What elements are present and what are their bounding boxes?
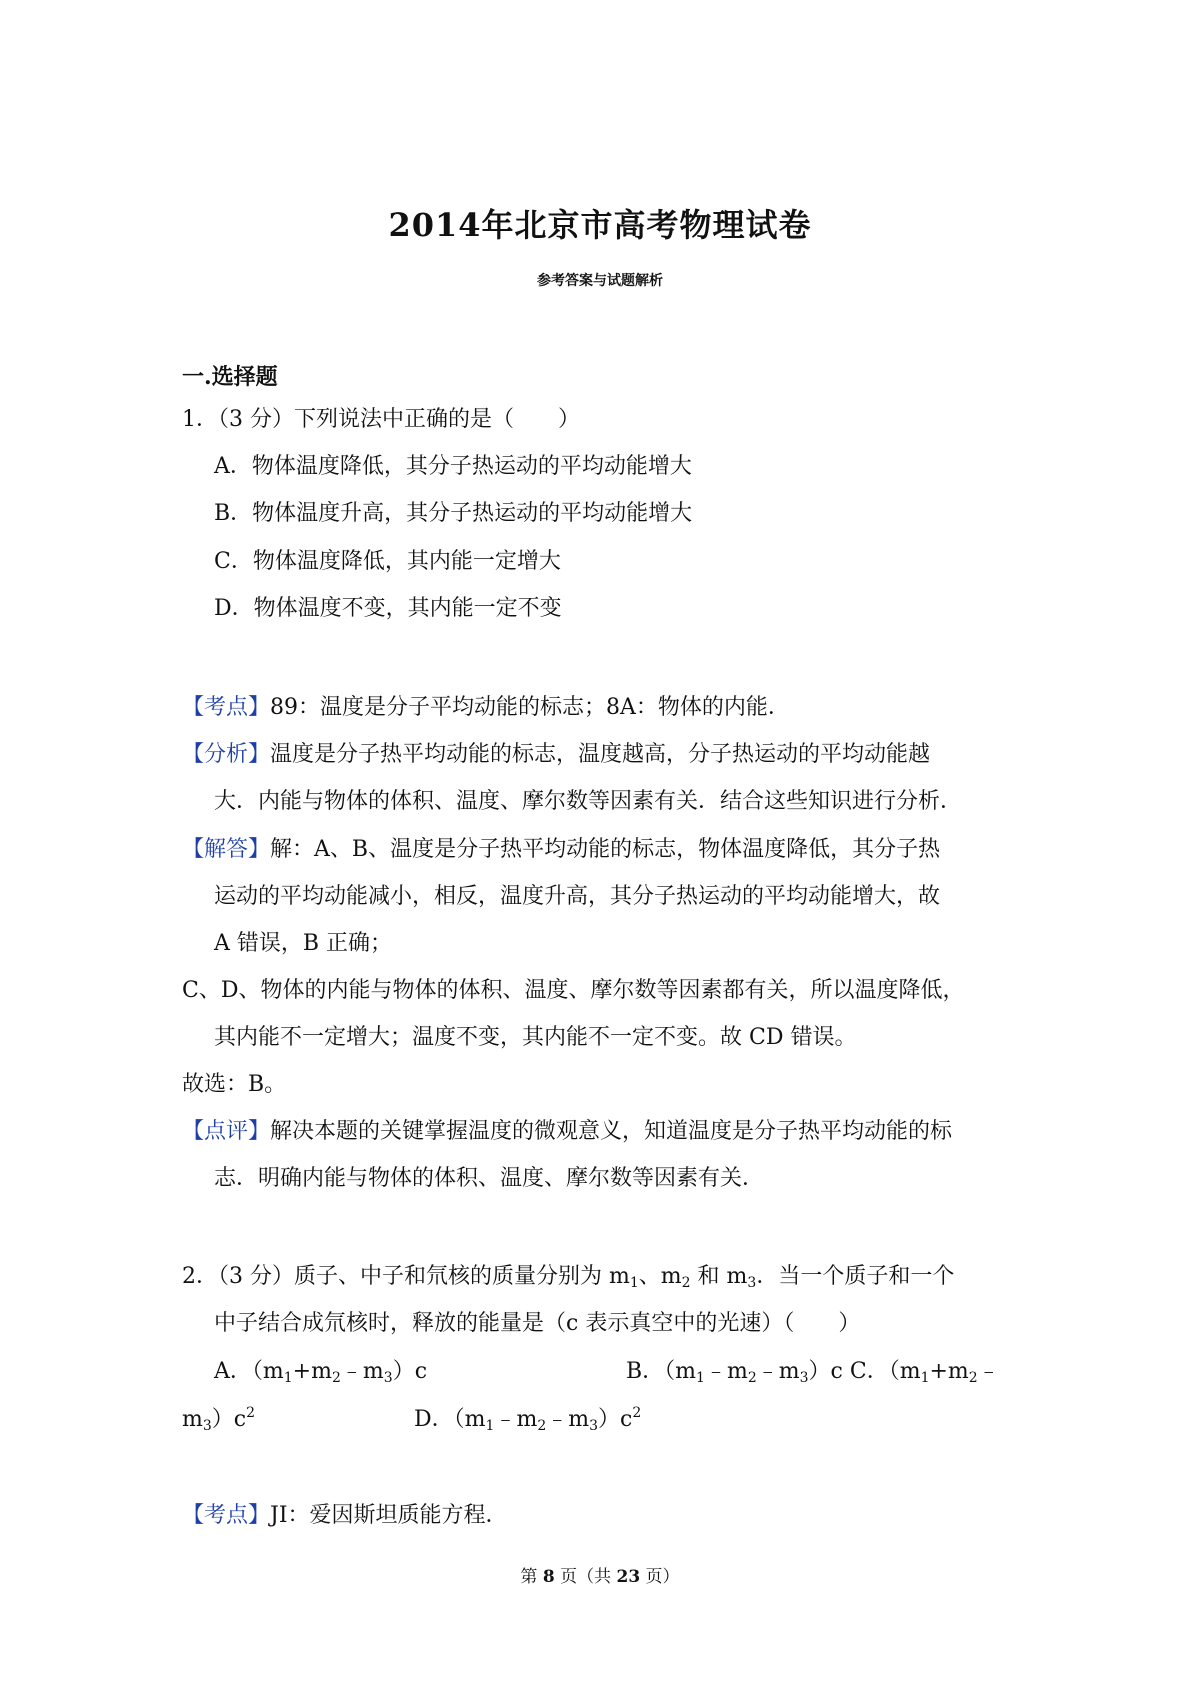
section-heading: 一.选择题 — [182, 364, 278, 390]
question-1-option-c: C．物体温度降低，其内能一定增大 — [214, 549, 561, 574]
option-text: C．（m — [849, 1359, 921, 1384]
page-footer — [0, 1562, 1200, 1587]
question-2-option-a — [214, 1357, 427, 1387]
question-2-option-b-c — [626, 1357, 1000, 1387]
option-text: +m — [292, 1359, 332, 1384]
fenxi-text-1: 温度是分子热平均动能的标志，温度越高，分子热运动的平均动能越 — [270, 742, 931, 767]
subscript: 2 — [747, 1370, 757, 1386]
option-text: ）c — [598, 1407, 633, 1432]
subscript: 1 — [629, 1275, 639, 1291]
superscript: 2 — [246, 1405, 256, 1421]
subscript: 1 — [283, 1370, 293, 1386]
stem-text: 、m — [638, 1264, 682, 1289]
option-text: A．（m — [214, 1359, 284, 1384]
jieda-text-3: A 错误，B 正确； — [214, 931, 393, 956]
subscript: 2 — [537, 1418, 547, 1434]
footer-text: 页（共 — [554, 1567, 617, 1587]
option-text: ﹣m — [494, 1407, 538, 1432]
option-text: m — [182, 1407, 203, 1432]
subscript: 2 — [331, 1370, 341, 1386]
dianping-tag: 【点评】 — [182, 1119, 271, 1144]
subscript: 1 — [696, 1370, 705, 1386]
kaodian-tag: 【考点】 — [182, 1503, 271, 1528]
option-text: D．（m — [414, 1407, 486, 1432]
jieda-text-2: 运动的平均动能减小，相反，温度升高，其分子热运动的平均动能增大，故 — [214, 884, 941, 909]
option-text: ﹣m — [340, 1359, 384, 1384]
jieda-text-5: 其内能不一定增大；温度不变，其内能不一定不变。故 CD 错误。 — [214, 1025, 857, 1050]
subscript: 3 — [747, 1275, 757, 1291]
answer-choice: 故选：B。 — [182, 1072, 287, 1097]
subscript: 2 — [968, 1370, 978, 1386]
option-text: ）c — [211, 1407, 247, 1432]
option-text: ﹣m — [756, 1359, 800, 1384]
option-text: ﹣m — [546, 1407, 590, 1432]
option-text: ﹣ — [977, 1359, 1000, 1384]
question-1-option-a: A．物体温度降低，其分子热运动的平均动能增大 — [214, 454, 692, 479]
q1-jieda — [182, 835, 940, 865]
question-2-option-d — [414, 1405, 641, 1435]
page-number: 8 — [542, 1567, 555, 1587]
stem-text: ．当一个质子和一个 — [756, 1264, 955, 1289]
page-title: 2014年北京市高考物理试卷 — [388, 206, 812, 244]
kaodian-text: JI：爱因斯坦质能方程． — [270, 1503, 508, 1528]
option-text: B．（m — [626, 1359, 697, 1384]
subscript: 1 — [485, 1418, 495, 1434]
jieda-text-4: C、D、物体的内能与物体的体积、温度、摩尔数等因素都有关，所以温度降低， — [182, 978, 965, 1003]
question-1-stem: 1．（3 分）下列说法中正确的是（ ） — [182, 407, 580, 432]
question-1-option-d: D．物体温度不变，其内能一定不变 — [214, 596, 562, 621]
footer-text: 第 — [520, 1567, 543, 1587]
subscript: 3 — [589, 1418, 599, 1434]
option-text: ）c — [808, 1359, 843, 1384]
fenxi-text-2: 大．内能与物体的体积、温度、摩尔数等因素有关．结合这些知识进行分析． — [214, 789, 963, 814]
dianping-text-2: 志．明确内能与物体的体积、温度、摩尔数等因素有关． — [214, 1166, 765, 1191]
dianping-text-1: 解决本题的关键掌握温度的微观意义，知道温度是分子热平均动能的标 — [270, 1119, 953, 1144]
stem-text: 和 m — [690, 1264, 748, 1289]
footer-text: 页） — [640, 1567, 680, 1587]
subscript: 3 — [799, 1370, 809, 1386]
jieda-text-1: 解：A、B、温度是分子热平均动能的标志，物体温度降低，其分子热 — [270, 837, 941, 862]
option-text: ）c — [392, 1359, 428, 1384]
q1-fenxi — [182, 740, 930, 770]
total-pages: 23 — [616, 1567, 641, 1587]
kaodian-tag: 【考点】 — [182, 695, 271, 720]
subscript: 3 — [383, 1370, 393, 1386]
question-2-option-c-cont — [182, 1405, 255, 1435]
question-2-stem-2: 中子结合成氘核时，释放的能量是（c 表示真空中的光速）（ ） — [214, 1311, 861, 1336]
question-2-stem-1 — [182, 1262, 954, 1292]
fenxi-tag: 【分析】 — [182, 742, 271, 767]
stem-text: 2．（3 分）质子、中子和氘核的质量分别为 m — [182, 1264, 630, 1289]
subscript: 1 — [920, 1370, 930, 1386]
q2-kaodian — [182, 1501, 508, 1531]
kaodian-text: 89：温度是分子平均动能的标志；8A：物体的内能． — [270, 695, 790, 720]
superscript: 2 — [632, 1405, 642, 1421]
subscript: 2 — [681, 1275, 691, 1291]
q1-kaodian — [182, 693, 790, 723]
q1-dianping — [182, 1117, 952, 1147]
option-text: ﹣m — [704, 1359, 748, 1384]
question-1-option-b: B．物体温度升高，其分子热运动的平均动能增大 — [214, 501, 693, 526]
option-text: +m — [929, 1359, 969, 1384]
jieda-tag: 【解答】 — [182, 837, 271, 862]
subscript: 3 — [202, 1418, 212, 1434]
page-subtitle: 参考答案与试题解析 — [537, 273, 663, 289]
